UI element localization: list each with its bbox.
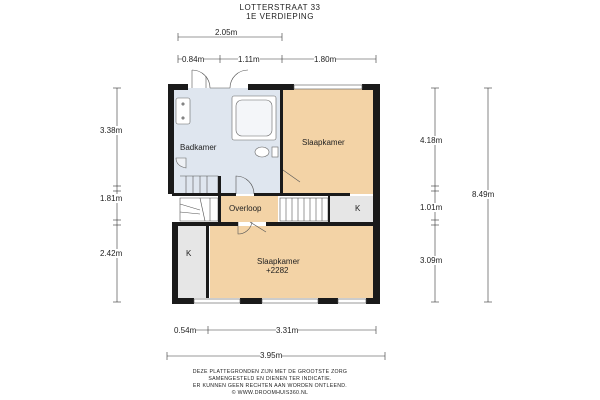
dim-left-b: 1.81m <box>100 194 123 203</box>
dim-right-b: 1.01m <box>420 203 443 212</box>
room-slaapkamer-bottom-height: +2282 <box>266 266 289 275</box>
room-storage-right: K <box>355 204 361 213</box>
dim-left-c: 2.42m <box>100 249 123 258</box>
dim-bottom-b: 3.31m <box>276 326 299 335</box>
dim-bottom-a: 0.54m <box>174 326 197 335</box>
dim-right-c: 3.09m <box>420 256 443 265</box>
dimension-lines <box>113 33 495 360</box>
stair-area <box>178 196 218 222</box>
dim-top-a: 0.84m <box>182 55 205 64</box>
floor-title: 1E VERDIEPING <box>246 12 314 21</box>
disclaimer <box>140 369 400 397</box>
dim-top-total: 2.05m <box>215 28 238 37</box>
dim-right-total: 8.49m <box>472 190 495 199</box>
room-slaapkamer-bottom: Slaapkamer <box>257 257 300 266</box>
room-overloop: Overloop <box>229 204 262 213</box>
dim-top-b: 1.11m <box>238 55 260 64</box>
address-title: LOTTERSTRAAT 33 <box>239 3 321 12</box>
dim-right-a: 4.18m <box>420 136 443 145</box>
dim-bottom-total: 3.95m <box>260 351 283 360</box>
room-storage-left: K <box>186 249 192 258</box>
storage-right-floor <box>330 196 373 222</box>
dim-left-a: 3.38m <box>100 126 123 135</box>
room-badkamer: Badkamer <box>180 143 217 152</box>
disclaimer-line-4: © WWW.DROOMHUIS360.NL <box>231 390 309 396</box>
disclaimer-line-3: ER KUNNEN GEEN RECHTEN AAN WORDEN ONTLEEND. <box>192 383 348 389</box>
disclaimer-line-1: DEZE PLATTEGRONDEN ZIJN MET DE GROOTSTE ZORG <box>192 369 348 375</box>
disclaimer-line-2: SAMENGESTELD EN DIENEN TER INDICATIE. <box>208 376 332 382</box>
dim-top-c: 1.80m <box>314 55 337 64</box>
room-slaapkamer-top: Slaapkamer <box>302 138 345 147</box>
storage-left-floor <box>178 226 206 298</box>
